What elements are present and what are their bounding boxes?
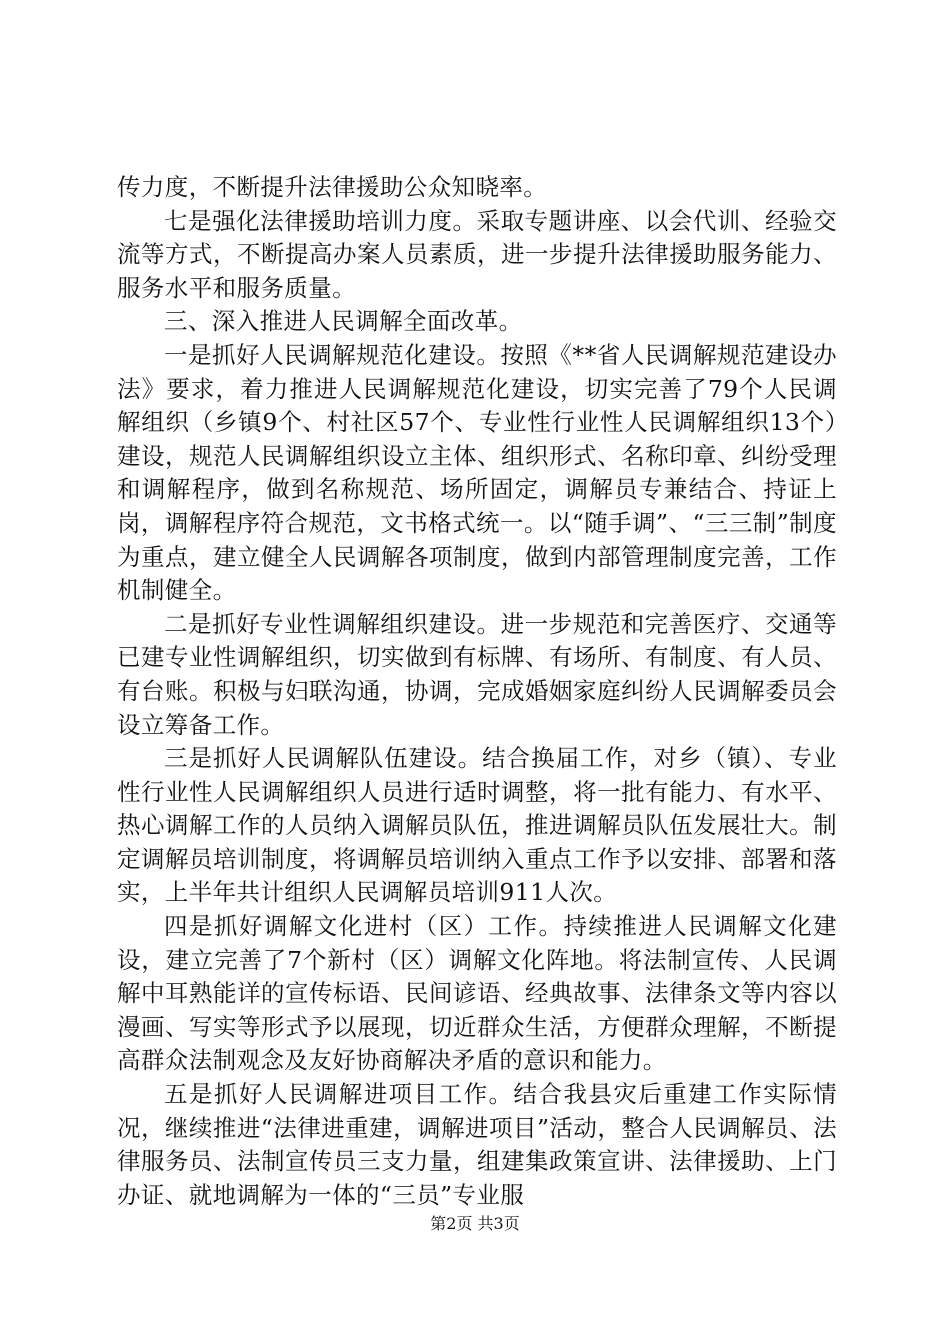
paragraph: 传力度，不断提升法律援助公众知晓率。 [117,173,548,201]
page-number-label: 第2页 共3页 [430,1214,520,1233]
paragraph: 二是抓好专业性调解组织建设。进一步规范和完善医疗、交通等已建专业性调解组织，切实做到有标牌、有场所、有制度、有人员、有台账。积极与妇联沟通，协调，完成婚姻家庭纠纷人民调解委员会设立筹备工作。 [117,609,837,739]
section-heading: 三、深入推进人民调解全面改革。 [164,307,523,336]
page-footer [0,1214,950,1234]
document-body [117,171,837,1212]
paragraph: 五是抓好人民调解进项目工作。结合我县灾后重建工作实际情况，继续推进“法律进重建，调解进项目”活动，整合人民调解员、法律服务员、法制宣传员三支力量，组建集政策宣讲、法律援助、上门办证、就地调解为一体的“三员”专业服 [117,1080,837,1209]
paragraph: 一是抓好人民调解规范化建设。按照《**省人民调解规范建设办法》要求，着力推进人民调解规范化建设，切实完善了79个人民调解组织（乡镇9个、村社区57个、专业性行业性人民调解组织13个）建设，规范人民调解组织设立主体、组织形式、名称印章、纠纷受理和调解程序，做到名称规范、场所固定，调解员专兼结合、持证上岗，调解程序符合规范，文书格式统一。以“随手调”、“三三制”制度为重点，建立健全人民调解各项制度，做到内部管理制度完善，工作机制健全。 [117,340,837,605]
paragraph: 七是强化法律援助培训力度。采取专题讲座、以会代训、经验交流等方式，不断提高办案人员素质，进一步提升法律援助服务能力、服务水平和服务质量。 [117,206,837,302]
paragraph: 三是抓好人民调解队伍建设。结合换届工作，对乡（镇）、专业性行业性人民调解组织人员进行适时调整，将一批有能力、有水平、热心调解工作的人员纳入调解员队伍，推进调解员队伍发展壮大。制定调解员培训制度，将调解员培训纳入重点工作予以安排、部署和落实，上半年共计组织人民调解员培训911人次。 [117,744,837,907]
paragraph: 四是抓好调解文化进村（区）工作。持续推进人民调解文化建设，建立完善了7个新村（区）调解文化阵地。将法制宣传、人民调解中耳熟能详的宣传标语、民间谚语、经典故事、法律条文等内容以漫画、写实等形式予以展现，切近群众生活，方便群众理解，不断提高群众法制观念及友好协商解决矛盾的意识和能力。 [117,912,837,1075]
